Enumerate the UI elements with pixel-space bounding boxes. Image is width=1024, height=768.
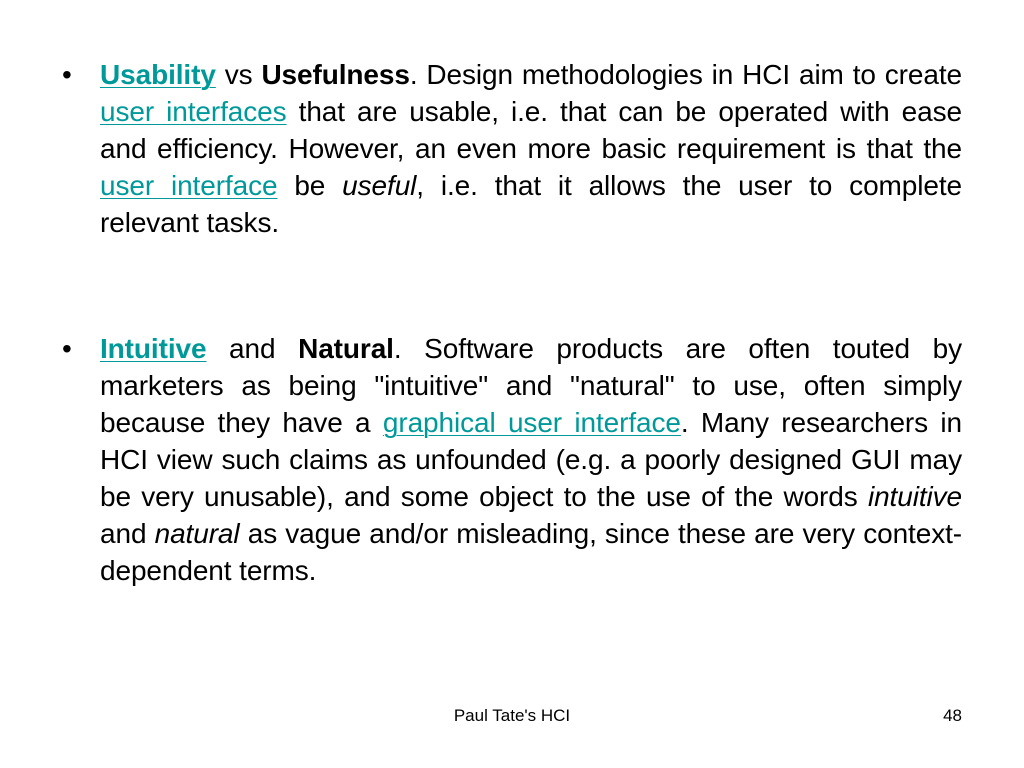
- text-segment: , i.e. that it allows the user to complete relevant tasks.: [100, 170, 962, 238]
- bullet-intuitive: [62, 330, 962, 589]
- term-natural: Natural: [298, 333, 394, 364]
- link-graphical-user-interface[interactable]: graphical user interface: [382, 407, 681, 438]
- text-segment: and: [206, 333, 299, 364]
- link-intuitive[interactable]: Intuitive: [100, 333, 207, 364]
- text-segment: . Software products are often touted by marketers as being "intuitive" and "natural" to use, often simply because they have a: [100, 333, 962, 438]
- footer-title: Paul Tate's HCI: [453, 706, 571, 725]
- link-usability[interactable]: Usability: [100, 59, 216, 90]
- text-segment: as vague and/or misleading, since these are very context-dependent terms.: [100, 518, 962, 586]
- text-segment: and: [100, 518, 155, 549]
- emphasis-useful: useful: [342, 170, 417, 201]
- link-user-interfaces[interactable]: user interfaces: [100, 96, 287, 127]
- bullet-marker: •: [62, 333, 72, 364]
- text-segment: vs: [215, 59, 262, 90]
- bullet-text: [100, 330, 962, 589]
- emphasis-natural: natural: [154, 518, 240, 549]
- emphasis-intuitive: intuitive: [867, 481, 962, 512]
- bullet-usability: [62, 56, 962, 241]
- page-number: 48: [943, 706, 962, 725]
- bullet-text: [100, 56, 962, 241]
- term-usefulness: Usefulness: [261, 59, 410, 90]
- bullet-marker: •: [62, 59, 72, 90]
- text-segment: . Many researchers in HCI view such claims as unfounded (e.g. a poorly designed GUI may be very unusable), and some object to the use of the words: [100, 407, 962, 512]
- text-segment: be: [277, 170, 343, 201]
- text-segment: that are usable, i.e. that can be operated with ease and efficiency. However, an even more basic requirement is that the: [100, 96, 962, 164]
- link-user-interface[interactable]: user interface: [100, 170, 278, 201]
- text-segment: . Design methodologies in HCI aim to create: [409, 59, 962, 90]
